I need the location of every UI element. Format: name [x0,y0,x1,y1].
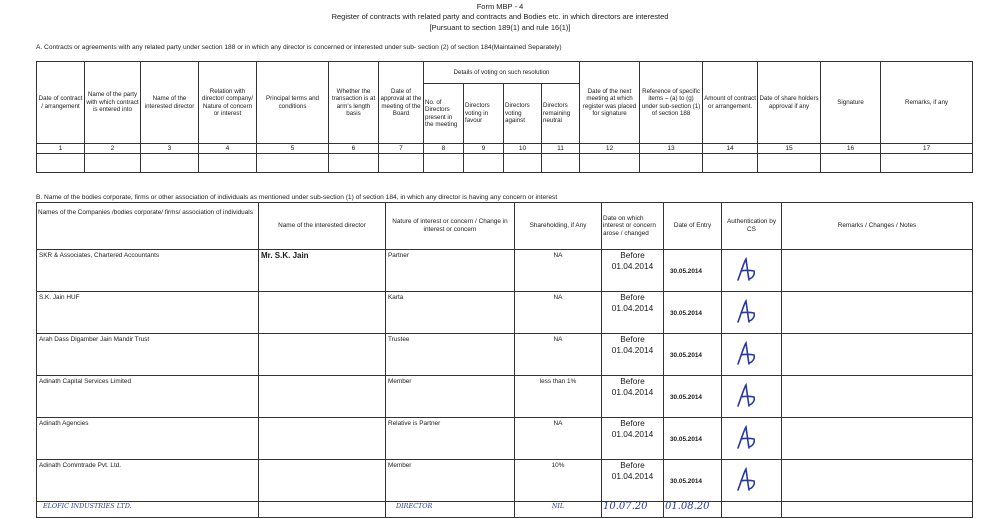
empty-cell [504,154,542,173]
column-number: 16 [821,144,881,154]
col-shareholder-approval: Date of share holders approval if any [758,62,821,144]
column-number: 3 [141,144,199,154]
date-interest-arose: Before 01.04.2014 [602,292,664,334]
director-name [259,334,386,376]
col-directors-neutral: Directors remaining neutral [542,84,580,144]
table-row-handwritten [37,502,973,518]
company-name: Adinath Agencies [37,418,259,460]
date-of-entry: 30.05.2014 [664,376,722,418]
nature-of-interest: Trustee [386,334,515,376]
section-a-title: A. Contracts or agreements with any related party under section 188 or in which any director is concerned or interested under sub- section (2) of section 184(Maintained Separately) [36,44,562,51]
form-number: Form MBP - 4 [476,2,524,11]
section-b-table [36,202,973,518]
cs-signature [722,334,782,376]
date-interest-arose: Before 01.04.2014 [602,460,664,502]
col-directors-favour: Directors voting in favour [464,84,504,144]
date-interest-arose: Before 01.04.2014 [602,418,664,460]
empty-cell [758,154,821,173]
table-row [37,460,973,502]
table-row [37,334,973,376]
empty-cell [821,154,881,173]
date-interest-arose: Before 01.04.2014 [602,334,664,376]
col-signature: Signature [821,62,881,144]
handwritten-date-concern: 10.07.20 [602,502,664,518]
empty-cell [259,502,386,518]
column-number: 10 [504,144,542,154]
cs-signature [722,460,782,502]
column-number: 5 [257,144,329,154]
section-b-title: B. Name of the bodies corporate, firms or other association of individuals as mentioned under sub-section (1) of section 184, in which any director is having any concern or interest [36,194,558,201]
nature-of-interest: Partner [386,250,515,292]
handwritten-date-entry: 01.08.20 [664,502,722,518]
cs-signature [722,250,782,292]
shareholding-value: NA [515,250,602,292]
table-row [37,418,973,460]
remarks-cell [782,334,973,376]
remarks-cell [782,250,973,292]
register-title: Register of contracts with related party and contracts and Bodies etc. in which directors are interested [331,12,669,21]
col-relation: Relation with director/ company/ Nature of concern or interest [199,62,257,144]
remarks-cell [782,460,973,502]
col-date-interest-arose: Date on which interest or concern arose / changed [602,203,664,250]
empty-cell [424,154,464,173]
shareholding-value: 10% [515,460,602,502]
empty-cell [580,154,640,173]
col-name-of-party: Name of the party with which contract is entered into [85,62,141,144]
column-number: 7 [379,144,424,154]
cs-signature [722,418,782,460]
table-row [37,376,973,418]
col-principal-terms: Principal terms and conditions [257,62,329,144]
column-number: 15 [758,144,821,154]
nature-of-interest: Relative is Partner [386,418,515,460]
company-name: SKR & Associates, Chartered Accountants [37,250,259,292]
director-name [259,460,386,502]
date-interest-arose: Before 01.04.2014 [602,250,664,292]
col-remarks-notes: Remarks / Changes / Notes [782,203,973,250]
handwritten-shareholding: NIL [515,502,602,518]
empty-cell [703,154,758,173]
empty-cell [379,154,424,173]
col-arms-length: Whether the transaction is at arm's length basis [329,62,379,144]
company-name: S.K. Jain HUF [37,292,259,334]
col-authentication: Authentication by CS [722,203,782,250]
shareholding-value: NA [515,334,602,376]
company-name: Adinath Commtrade Pvt. Ltd. [37,460,259,502]
signature-icon [734,296,760,326]
col-directors-present: No. of Directors present in the meeting [424,84,464,144]
remarks-cell [782,418,973,460]
col-next-meeting: Date of the next meeting at which register was placed for signature [580,62,640,144]
column-number: 6 [329,144,379,154]
director-name [259,376,386,418]
cs-signature [722,292,782,334]
empty-cell [199,154,257,173]
signature-icon [734,464,760,494]
remarks-cell [782,376,973,418]
col-shareholding: Shareholding, if Any [515,203,602,250]
column-number: 8 [424,144,464,154]
empty-cell [141,154,199,173]
col-date-of-contract: Date of contract / arrangement [37,62,85,144]
col-reference-items: Reference of specific items – (a) to (g) under sub-section (1) of section 188 [640,62,703,144]
date-of-entry: 30.05.2014 [664,460,722,502]
director-name: Mr. S.K. Jain [259,250,386,292]
remarks-cell [782,502,973,518]
col-company-names: Names of the Companies /bodies corporate/ firms/ association of individuals [37,203,259,250]
date-of-entry: 30.05.2014 [664,418,722,460]
col-interested-director-b: Name of the interested director [259,203,386,250]
signature-icon [734,380,760,410]
empty-cell [542,154,580,173]
col-date-of-approval: Date of approval at the meeting of the Board [379,62,424,144]
empty-cell [257,154,329,173]
empty-cell [464,154,504,173]
nature-of-interest: Karta [386,292,515,334]
column-number: 11 [542,144,580,154]
col-voting-details: Details of voting on such resolution [424,62,580,84]
nature-of-interest: Member [386,460,515,502]
column-number: 9 [464,144,504,154]
handwritten-company: ELOFIC INDUSTRIES LTD. [37,502,259,518]
cs-signature [722,376,782,418]
column-number: 14 [703,144,758,154]
col-nature-of-interest: Nature of interest or concern / Change in interest or concern [386,203,515,250]
register-subtitle: [Pursuant to section 189(1) and rule 16(1)] [429,23,571,32]
column-number: 13 [640,144,703,154]
col-directors-against: Directors voting against [504,84,542,144]
empty-cell [37,154,85,173]
shareholding-value: NA [515,292,602,334]
col-date-of-entry: Date of Entry [664,203,722,250]
date-of-entry: 30.05.2014 [664,292,722,334]
director-name [259,292,386,334]
date-of-entry: 30.05.2014 [664,334,722,376]
signature-icon [734,422,760,452]
signature-icon [734,254,760,284]
date-of-entry: 30.05.2014 [664,250,722,292]
cs-signature [722,502,782,518]
shareholding-value: NA [515,418,602,460]
col-amount: Amount of contract or arrangement. [703,62,758,144]
company-name: Arah Dass Digamber Jain Mandir Trust [37,334,259,376]
column-number: 2 [85,144,141,154]
col-remarks: Remarks, if any [881,62,973,144]
column-number: 1 [37,144,85,154]
empty-cell [329,154,379,173]
company-name: Adinath Capital Services Limited [37,376,259,418]
signature-icon [734,338,760,368]
date-interest-arose: Before 01.04.2014 [602,376,664,418]
column-number: 4 [199,144,257,154]
shareholding-value: less than 1% [515,376,602,418]
table-row [37,292,973,334]
handwritten-nature: DIRECTOR [386,502,515,518]
column-number: 12 [580,144,640,154]
empty-cell [85,154,141,173]
col-interested-director: Name of the interested director [141,62,199,144]
section-a-table [36,61,973,173]
remarks-cell [782,292,973,334]
empty-cell [881,154,973,173]
director-name [259,418,386,460]
nature-of-interest: Member [386,376,515,418]
column-number: 17 [881,144,973,154]
empty-cell [640,154,703,173]
table-row [37,250,973,292]
